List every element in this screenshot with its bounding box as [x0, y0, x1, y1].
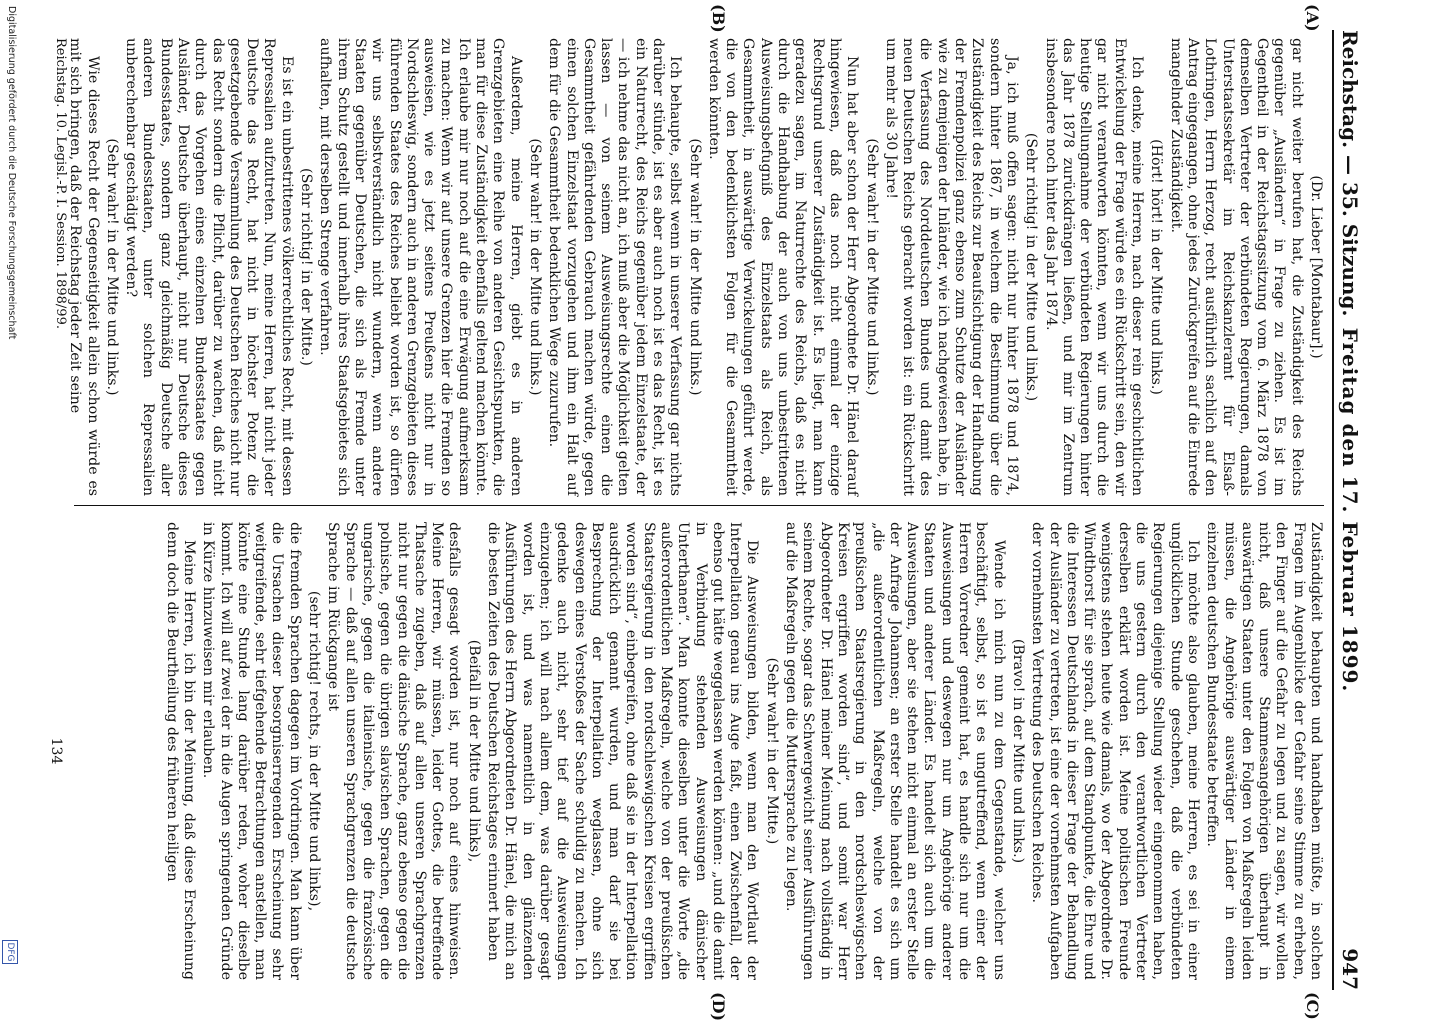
page-header: [1332, 30, 1368, 990]
paragraph: Ich möchte also glauben, meine Herren, es sei in einer unglücklichen Stunde geschehen, daß die verbündeten Regierungen diejenige Stellung wieder eingenommen haben, die uns gestern durch den verantwortlichen Vertreter derselben erklärt worden ist. Meine politischen Freunde wenigstens stehen heute wie damals, wo der Abgeordnete Dr. Windthorst für sie sprach, auf dem Standpunkte, die Ehre und die Interessen Deutschlands in dieser Frage der Behandlung der Ausländer zu vertreten, ist eine der vornehmsten Aufgaben der vornehmsten Vertretung des Deutschen Reiches.: [1029, 522, 1201, 980]
interjection: (Sehr wahr! in der Mitte.): [763, 657, 780, 845]
paragraph: Wende ich mich nun zu dem Gegenstande, welcher uns beschäftigt, selbst, so ist es ungutreffend, wenn einer der Herren Vorredner gemeint hat, es handle sich nur um die Ausweisungen und deswegen nur um Angehörige anderer Staaten und anderer Länder. Es handelt sich auch um die Ausweisungen, aber sie stehen nicht einmal an erster Stelle der Anfrage Johannsen; an erster Stelle handelt es sich um „die außerordentlichen Maßregeln, welche von der preußischen Staatsregierung in den nordschleswigschen Kreisen ergriffen worden sind“, und somit war Herr Abgeordneter Dr. Hänel meiner Meinung nach vollständig in seinem Rechte, sogar das Schwergewicht seiner Ausführungen auf die Maßregeln gegen die Muttersprache zu legen.: [783, 522, 1007, 980]
interjection: (Sehr wahr! in der Mitte und links.): [686, 138, 703, 396]
margin-mark-d: (D): [709, 992, 728, 1021]
paragraph: Ich behaupte, selbst wenn in unserer Verfassung gar nichts darüber stünde, ist es aber auch noch ist es das Recht, ist es ein Naturrecht, des Reichs gegenüber jedem Einzelstaate, der — ich nehme das nicht an, ich muß aber die Möglichkeit gelten lassen — von seinem Ausweisungsrechte einen die Gesammtheit gefährdenden Gebrauch machen würde, gegen einen solchen Einzelstaat vorzugehen und ihm ein Halt auf dem für die Gesammtheit bedenklichen Wege zuzurufen.: [546, 38, 684, 496]
header-page-number: 947: [1338, 948, 1362, 990]
interjection: (Bravo! in der Mitte und links.): [1009, 638, 1026, 864]
dfg-logo: DFG: [2, 940, 18, 964]
paragraph: Ja, ich muß offen sagen: nicht nur hinter 1878 und 1874, sondern hinter 1867, in welchem die Bestimmung über die Zuständigkeit des Reichs zur Beaufsichtigung der Handhabung der Fremdenpolizei ganz ebenso zum Schutze der Ausländer wie zu demjenigen der Inländer, wie ich nachgewiesen habe, in die Verfassung des Norddeutschen Bundes und damit des neuen Deutschen Reichs gebracht worden ist: ein Rückschritt um mehr als 30 Jahre!: [882, 38, 1020, 496]
paragraph: die fremden Sprachen dagegen im Vordringen. Man kann über die Ursachen dieser besorgniserregenden Erscheinung sehr weitgreifende, sehr tiefgehende Betrachtungen anstellen, man könnte eine Stunde lang darüber reden, woher dieselbe kommt. Ich will auf zwei der in die Augen springenden Gründe in Kürze hinzuweisen mir erlauben.: [200, 522, 303, 980]
paragraph: Nun hat aber schon der Herr Abgeordnete Dr. Hänel darauf hingewiesen, daß das noch nicht einmal der einzige Rechtsgrund unserer Zuständigkeit ist. Es liegt, man kann geradezu sagen, im Naturrechte des Reichs, daß es nicht durch die Handhabung der auch von uns unbestrittenen Ausweisungsbefugniß des Einzelstaats als Reich, als Gesammtheit, in auswärtige Verwickelungen geführt werde, die von den bedenklichsten Folgen für die Gesammtheit werden könnten.: [705, 38, 861, 496]
header-date: Freitag den 17. Februar 1899.: [1338, 327, 1362, 693]
paragraph: Außerdem, meine Herren, giebt es in anderen Grenzgebieten eine Reihe von anderen Gesichtspunkten, die man für diese Zuständigkeit ebenfalls geltend machen könnte. Ich erlaube mir nur noch auf die eine Erwägung aufmerksam zu machen: Wenn wir auf unsere Grenzen hier die Fremden so ausweisen, wie es jetzt seitens Preußens nicht nur in Nordschleswig, sondern auch in anderen Grenzgebieten dieses führenden Staates des Reiches beliebt worden ist, so dürfen wir uns selbstverständlich nicht wundern, wenn andere Staaten gegenüber Deutschen, die sich als Fremde unter ihrem Schutz gestellt und innerhalb ihres Staatsgebietes sich aufhalten, mit derselben Strenge verfahren.: [317, 38, 524, 496]
margin-mark-a: (A): [1303, 4, 1322, 32]
paragraph: Zuständigkeit behaupten und handhaben müßte, in solchen Fragen im Augenblicke der Gefahr seine Stimme zu erheben, den Finger auf die Gefahr zu legen und zu sagen, wir wollen nicht, daß unsere Stammesangehörigen überhaupt in auswärtigen Staaten unter den Folgen von Maßregeln leiden müssen, die Angehörige auswärtiger Länder in einem einzelnen deutschen Bundesstaate betreffen.: [1204, 522, 1324, 980]
paragraph: Die Ausweisungen bilden, wenn man den Wortlaut der Interpellation genau ins Auge faßt, einen Zwischenfall, der ebenso gut hätte weggelassen werden können: „und die damit in Verbindung stehenden Ausweisungen dänischer Unterthanen“. Man konnte dieselben unter die Worte „die außerordentlichen Maßregeln, welche von der preußischen Staatsregierung in den nordschleswigschen Kreisen ergriffen worden sind“, einbegreifen, ohne daß sie in der Interpellation ausdrücklich genannt wurden, und man darf sie bei Besprechung der Interpellation weglassen, ohne sich deswegen eines Verstoßes der Sache schuldig zu machen. Ich gedenke auch nicht, sehr tief auf die Ausweisungen einzugehen; ich will nach allem dem, was darüber gesagt worden ist, und was namentlich in den glänzenden Ausführungen des Herrn Abgeordneten Dr. Hänel, die mich an die besten Zeiten des Deutschen Reichstages erinnert haben: [485, 522, 761, 980]
paragraph: (Dr. Lieber [Montabaur].): [1308, 175, 1324, 359]
right-text-column: [74, 522, 1324, 980]
interjection: (sehr richtig! rechts, in der Mitte und links),: [306, 590, 323, 912]
paragraph: desfalls gesagt worden ist, nur noch auf eines hinweisen. Meine Herren, wir müssen, leider Gottes, die betreffende Thatsache zugeben, daß auf allen unseren Sprachgrenzen nicht nur gegen die dänische Sprache, ganz ebenso gegen die polnische, gegen die übrigen slavischen Sprachen, gegen die ungarische, gegen die italienische, gegen die französische Sprache — daß auf allen unseren Sprachgrenzen die deutsche Sprache im Rückgange ist: [325, 522, 463, 980]
interjection: (Hört! hört! in der Mitte und links.): [1148, 139, 1165, 395]
footer-page-number: 134: [48, 737, 64, 765]
paragraph: Es ist ein unbestrittenes völkerrechtliches Recht, mit dessen Repressalien aufzutreten. Nun, meine Herren, hat nicht jeder Deutsche das Recht, hat nicht in höchster Potenz die gesetzgebende Versammlung des Deutschen Reiches nicht nur das Recht sondern die Pflicht, darüber zu wachen, daß nicht durch das Vorgehen eines einzelnen Bundesstaates gegen Ausländer, Deutsche überhaupt, nicht nur Deutsche dieses Bundesstaates, sondern ganz gleichmäßig Deutsche aller anderen Bundesstaaten, unter solchen Repressalien unberechenbar geschädigt werden?: [123, 38, 295, 496]
interjection: (Beifall in der Mitte und links),: [465, 639, 482, 863]
paragraph: Meine Herren, ich bin der Meinung, daß diese Erscheinung denn doch die Beurtheilung des früheren heiligen: [163, 522, 197, 980]
paragraph: Wie dieses Recht der Gegenseitigkeit allein schon würde es mit sich bringen, daß der Reichstag jeder Zeit seine: [67, 38, 101, 496]
footer-source: Reichstag. 10. Legisl.-P. I. Session. 1898/99.: [53, 38, 68, 329]
newspaper-page: [38, 4, 1368, 1021]
header-session: Reichstag. — 35. Sitzung.: [1338, 30, 1362, 317]
margin-mark-b: (B): [709, 4, 728, 33]
digitization-credit: [6, 6, 17, 1006]
paragraph: Ich denke, meine Herren, nach dieser rein geschichtlichen Entwickelung der Frage würde es ein Rückschritt sein, den wir gar nicht verantworten könnten, wenn wir uns durch die heutige Stellungnahme der verbündeten Regierungen hinter das Jahr 1878 zurückdrängen ließen, und mir im Zentrum insbesondere noch hinter das Jahr 1874.: [1042, 38, 1146, 496]
interjection: (Sehr richtig! in der Mitte und links.): [1023, 132, 1040, 402]
interjection: (Sehr wahr! in der Mitte und links.): [863, 138, 880, 396]
credit-text: Digitalisierung gefördert durch die Deutsche Forschungsgemeinschaft: [6, 6, 17, 340]
column-divider: [74, 505, 1324, 506]
interjection: (Sehr wahr! in der Mitte und links.): [526, 138, 543, 396]
left-text-column: [67, 38, 1324, 496]
paragraph: gar nicht weiter berufen hat, die Zuständigkeit des Reichs gegenüber „Ausländern“ in Frage zu ziehen. Es ist im Gegentheil in der Reichstagssitzung vom 6. März 1878 von demselben Vertreter der verbündeten Regierungen, damals Unterstaatssekretär im Reichskanzleramt für Elsaß-Lothringen, Herrn Herzog, recht ausführlich sachlich auf den Antrag eingegangen, ohne jedes Zurückgreifen auf die Einrede mangelnder Zuständigkeit.: [1167, 38, 1305, 496]
interjection: (Sehr wahr! in der Mitte und links.): [103, 138, 120, 396]
margin-mark-c: (C): [1303, 992, 1322, 1020]
interjection: (Sehr richtig! in der Mitte.): [298, 168, 315, 366]
